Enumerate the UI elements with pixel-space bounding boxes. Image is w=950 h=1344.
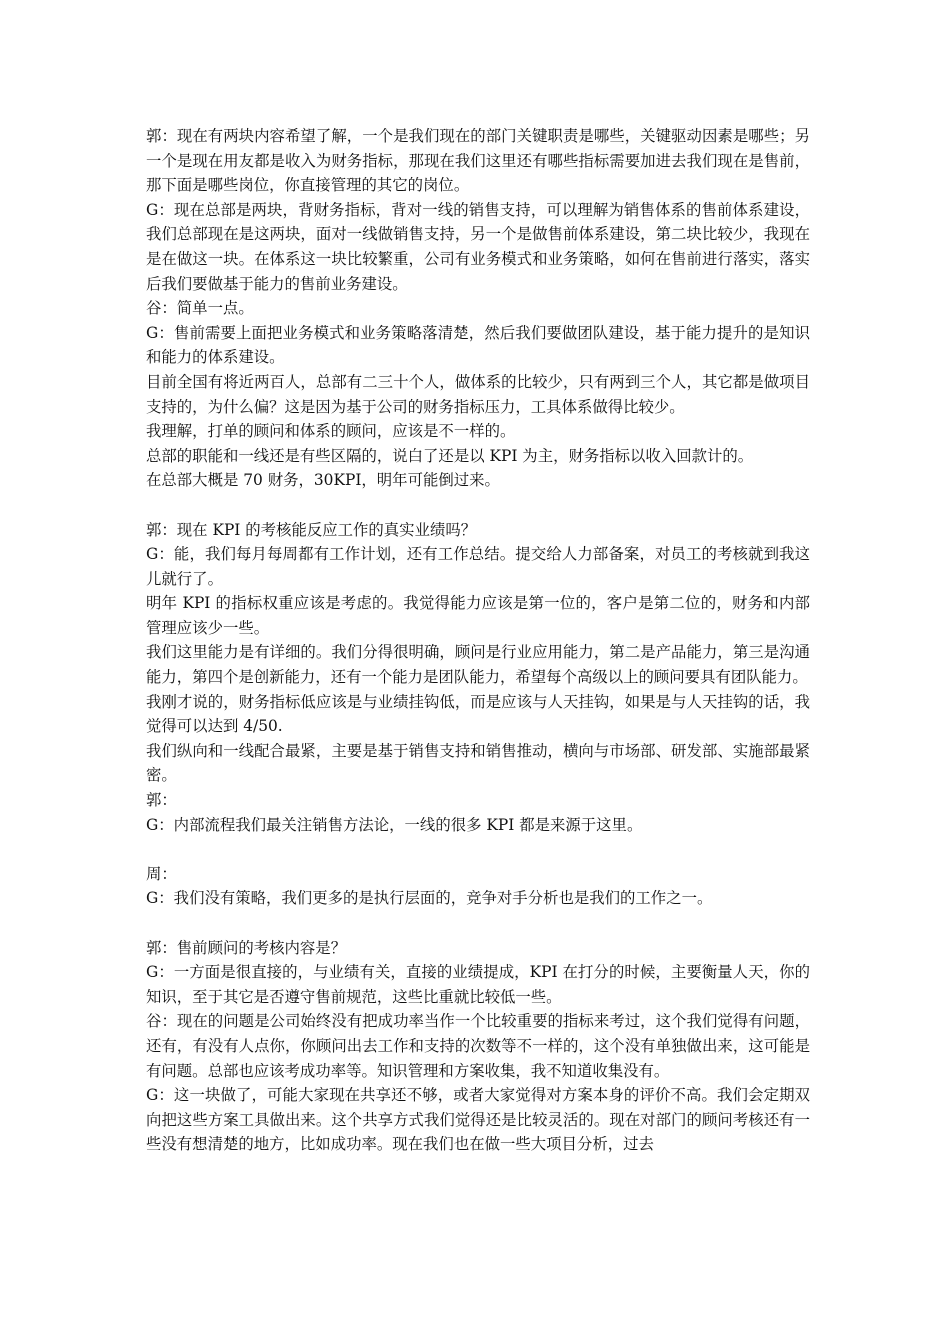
paragraph: G：我们没有策略，我们更多的是执行层面的，竞争对手分析也是我们的工作之一。 [146, 889, 713, 908]
paragraph: G：能，我们每月每周都有工作计划，还有工作总结。提交给人力部备案，对员工的考核就到我这儿就行了。 [146, 545, 810, 588]
paragraph: 我们纵向和一线配合最紧，主要是基于销售支持和销售推动，横向与市场部、研发部、实施部最紧密。 [146, 741, 810, 785]
paragraph: 郭：现在 KPI 的考核能反应工作的真实业绩吗？ [146, 520, 477, 539]
blank-line [146, 837, 810, 862]
paragraph: G：一方面是很直接的，与业绩有关，直接的业绩提成，KPI 在打分的时候，主要衡量人天，你的知识，至于其它是否遵守售前规范，这些比重就比较低一些。 [146, 963, 810, 1006]
paragraph: G：这一块做了，可能大家现在共享还不够，或者大家觉得对方案本身的评价不高。我们会定期双向把这些方案工具做出来。这个共享方式我们觉得还是比较灵活的。现在对部门的顾问考核还有一些没有想清楚的地方，比如成功率。现在我们也在做一些大项目分析，过去 [146, 1086, 810, 1154]
paragraph: 周： [146, 864, 177, 883]
paragraph: 郭： [146, 791, 177, 810]
paragraph: 郭：售前顾问的考核内容是？ [146, 938, 347, 957]
paragraph: 我刚才说的，财务指标低应该是与业绩挂钩低，而是应该与人天挂钩，如果是与人天挂钩的话，我觉得可以达到 4/50. [146, 692, 810, 736]
paragraph: 总部的职能和一线还是有些区隔的，说白了还是以 KPI 为主，财务指标以收入回款计的。 [146, 446, 754, 465]
document-page [146, 124, 810, 1157]
paragraph: 谷：简单一点。 [146, 299, 254, 318]
paragraph: G：现在总部是两块，背财务指标，背对一线的销售支持，可以理解为销售体系的售前体系建设，我们总部现在是这两块，面对一线做销售支持，另一个是做售前体系建设，第二块比较少，我现在是在做这一块。在体系这一块比较繁重，公司有业务模式和业务策略，如何在售前进行落实，落实后我们要做基于能力的售前业务建设。 [146, 200, 810, 293]
paragraph: 目前全国有将近两百人，总部有二三十个人，做体系的比较少，只有两到三个人，其它都是做项目支持的，为什么偏？这是因为基于公司的财务指标压力，工具体系做得比较少。 [146, 372, 810, 416]
paragraph: G：售前需要上面把业务模式和业务策略落清楚，然后我们要做团队建设，基于能力提升的是知识和能力的体系建设。 [146, 323, 810, 367]
paragraph: 郭：现在有两块内容希望了解，一个是我们现在的部门关键职责是哪些，关键驱动因素是哪些；另一个是现在用友都是收入为财务指标，那现在我们这里还有哪些指标需要加进去我们现在是售前，那下面是哪些岗位，你直接管理的其它的岗位。 [146, 127, 810, 195]
paragraph: 明年 KPI 的指标权重应该是考虑的。我觉得能力应该是第一位的，客户是第二位的，财务和内部管理应该少一些。 [146, 594, 810, 637]
paragraph: 谷：现在的问题是公司始终没有把成功率当作一个比较重要的指标来考过，这个我们觉得有问题，还有，有没有人点你，你顾问出去工作和支持的次数等不一样的，这个没有单独做出来，这可能是有问题。总部也应该考成功率等。知识管理和方案收集，我不知道收集没有。 [146, 1012, 810, 1080]
paragraph: G：内部流程我们最关注销售方法论，一线的很多 KPI 都是来源于这里。 [146, 815, 643, 834]
paragraph: 我理解，打单的顾问和体系的顾问，应该是不一样的。 [146, 422, 516, 441]
blank-line [146, 911, 810, 936]
blank-line [146, 493, 810, 518]
paragraph: 我们这里能力是有详细的。我们分得很明确，顾问是行业应用能力，第二是产品能力，第三是沟通能力，第四个是创新能力，还有一个能力是团队能力，希望每个高级以上的顾问要具有团队能力。 [146, 643, 810, 687]
paragraph: 在总部大概是 70 财务，30KPI，明年可能倒过来。 [146, 471, 500, 490]
